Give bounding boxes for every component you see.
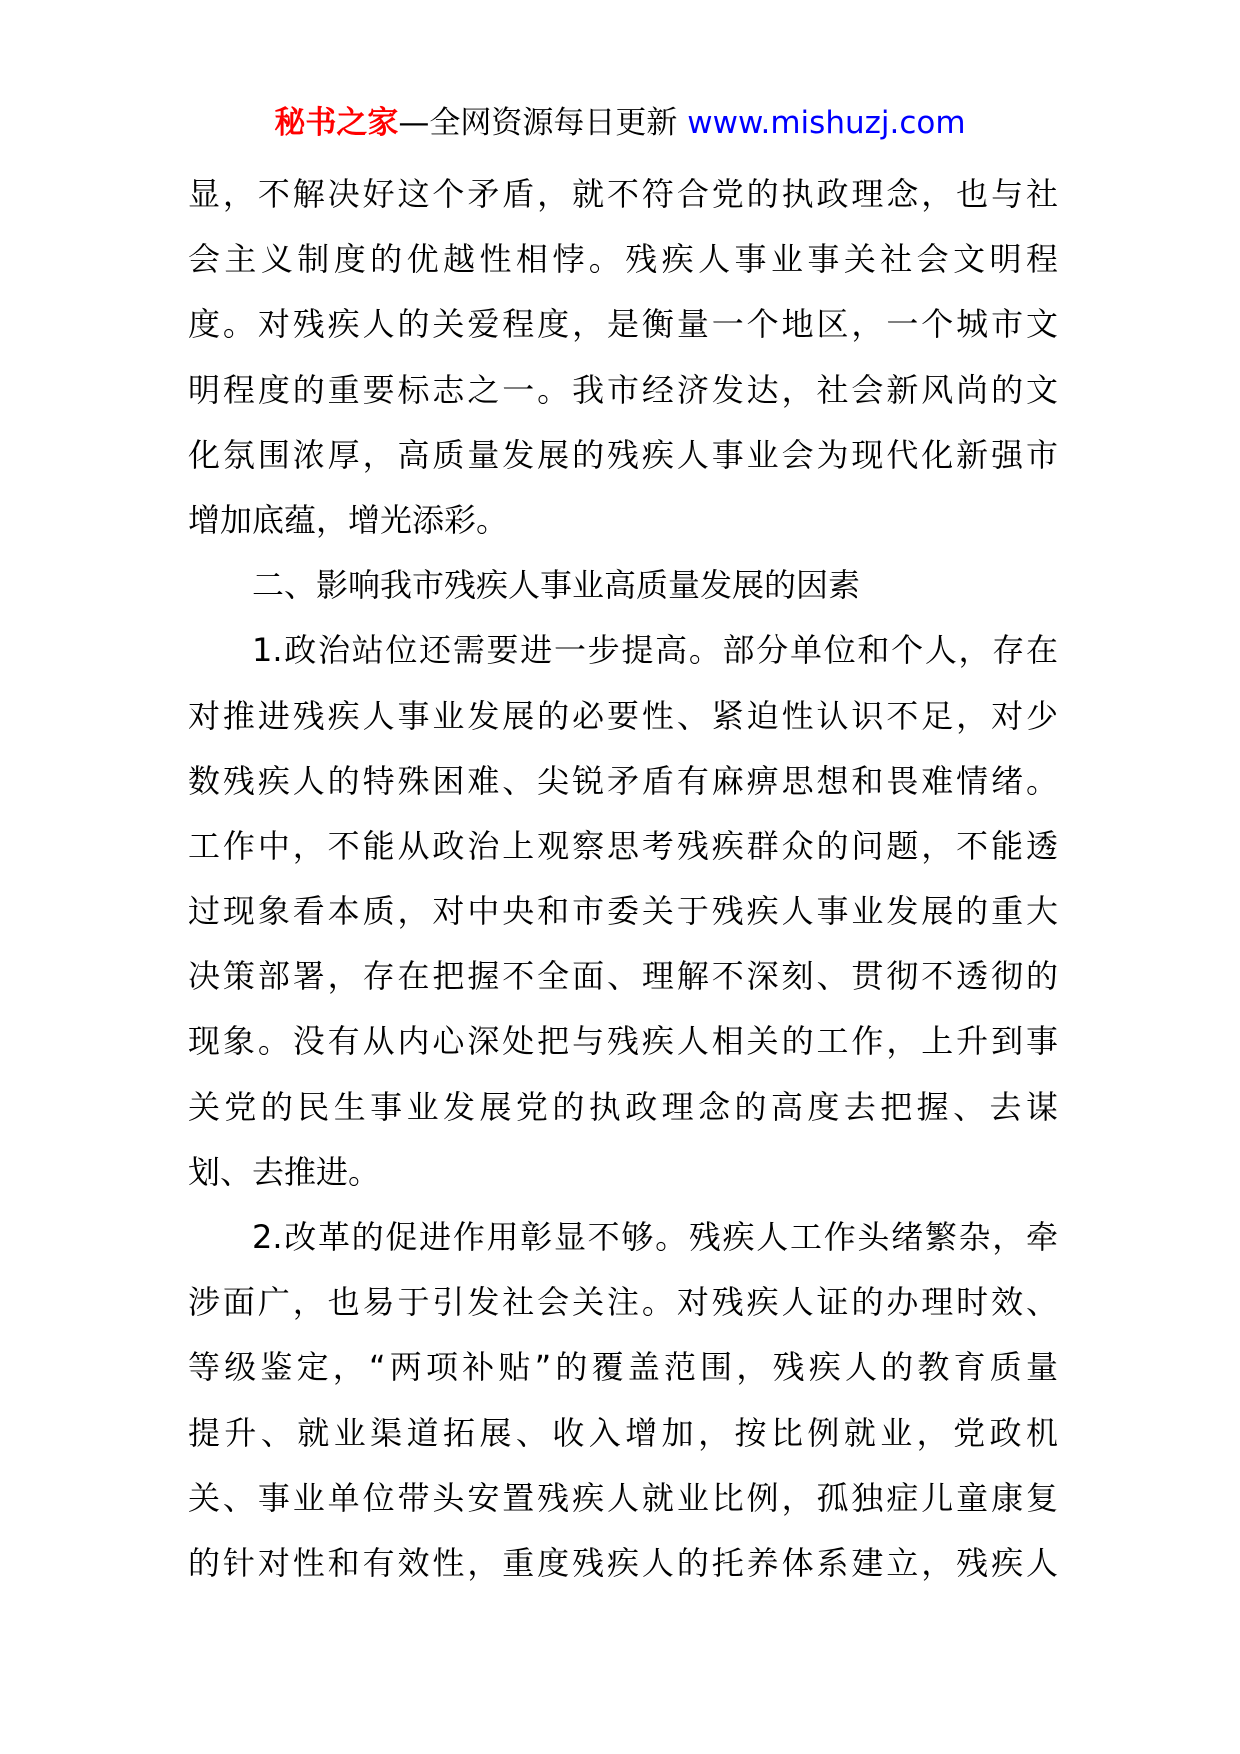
body-line: 划、去推进。 — [188, 1152, 381, 1191]
page-header — [0, 101, 1240, 145]
section-heading: 二、影响我市残疾人事业高质量发展的因素 — [252, 566, 861, 605]
header-tagline: —全网资源每日更新 — [398, 105, 678, 141]
body-line: 现象。没有从内心深处把与残疾人相关的工作，上升到事 — [188, 1022, 1058, 1061]
body-line: 化氛围浓厚，高质量发展的残疾人事业会为现代化新强市 — [188, 435, 1058, 474]
body-line: 数残疾人的特殊困难、尖锐矛盾有麻痹思想和畏难情绪。 — [188, 761, 1058, 800]
body-line: 明程度的重要标志之一。我市经济发达，社会新风尚的文 — [188, 370, 1058, 409]
body-line: 关党的民生事业发展党的执政理念的高度去把握、去谋 — [188, 1087, 1058, 1126]
body-line: 显，不解决好这个矛盾，就不符合党的执政理念，也与社 — [188, 175, 1058, 213]
body-line: 过现象看本质，对中央和市委关于残疾人事业发展的重大 — [188, 892, 1058, 931]
body-line: 对推进残疾人事业发展的必要性、紧迫性认识不足，对少 — [188, 696, 1058, 735]
body-line: 涉面广，也易于引发社会关注。对残疾人证的办理时效、 — [188, 1283, 1058, 1322]
body-line: 的针对性和有效性，重度残疾人的托养体系建立，残疾人 — [188, 1543, 1058, 1582]
header-url-link[interactable]: www.mishuzj.com — [687, 105, 966, 141]
document-body — [188, 162, 1058, 1596]
body-line: 1.政治站位还需要进一步提高。部分单位和个人，存在 — [252, 631, 1058, 670]
body-line: 2.改革的促进作用彰显不够。残疾人工作头绪繁杂，牵 — [252, 1218, 1058, 1256]
body-line: 度。对残疾人的关爱程度，是衡量一个地区，一个城市文 — [188, 305, 1058, 344]
body-line: 增加底蕴，增光添彩。 — [188, 500, 509, 539]
body-line: 决策部署，存在把握不全面、理解不深刻、贯彻不透彻的 — [188, 957, 1058, 996]
body-line: 提升、就业渠道拓展、收入增加，按比例就业，党政机 — [188, 1413, 1058, 1452]
body-line: 关、事业单位带头安置残疾人就业比例，孤独症儿童康复 — [188, 1478, 1058, 1517]
body-line: 等级鉴定，“两项补贴”的覆盖范围，残疾人的教育质量 — [188, 1348, 1058, 1387]
body-line: 会主义制度的优越性相悖。残疾人事业事关社会文明程 — [188, 240, 1058, 279]
header-brand: 秘书之家 — [274, 105, 399, 141]
body-line: 工作中，不能从政治上观察思考残疾群众的问题，不能透 — [188, 826, 1058, 865]
